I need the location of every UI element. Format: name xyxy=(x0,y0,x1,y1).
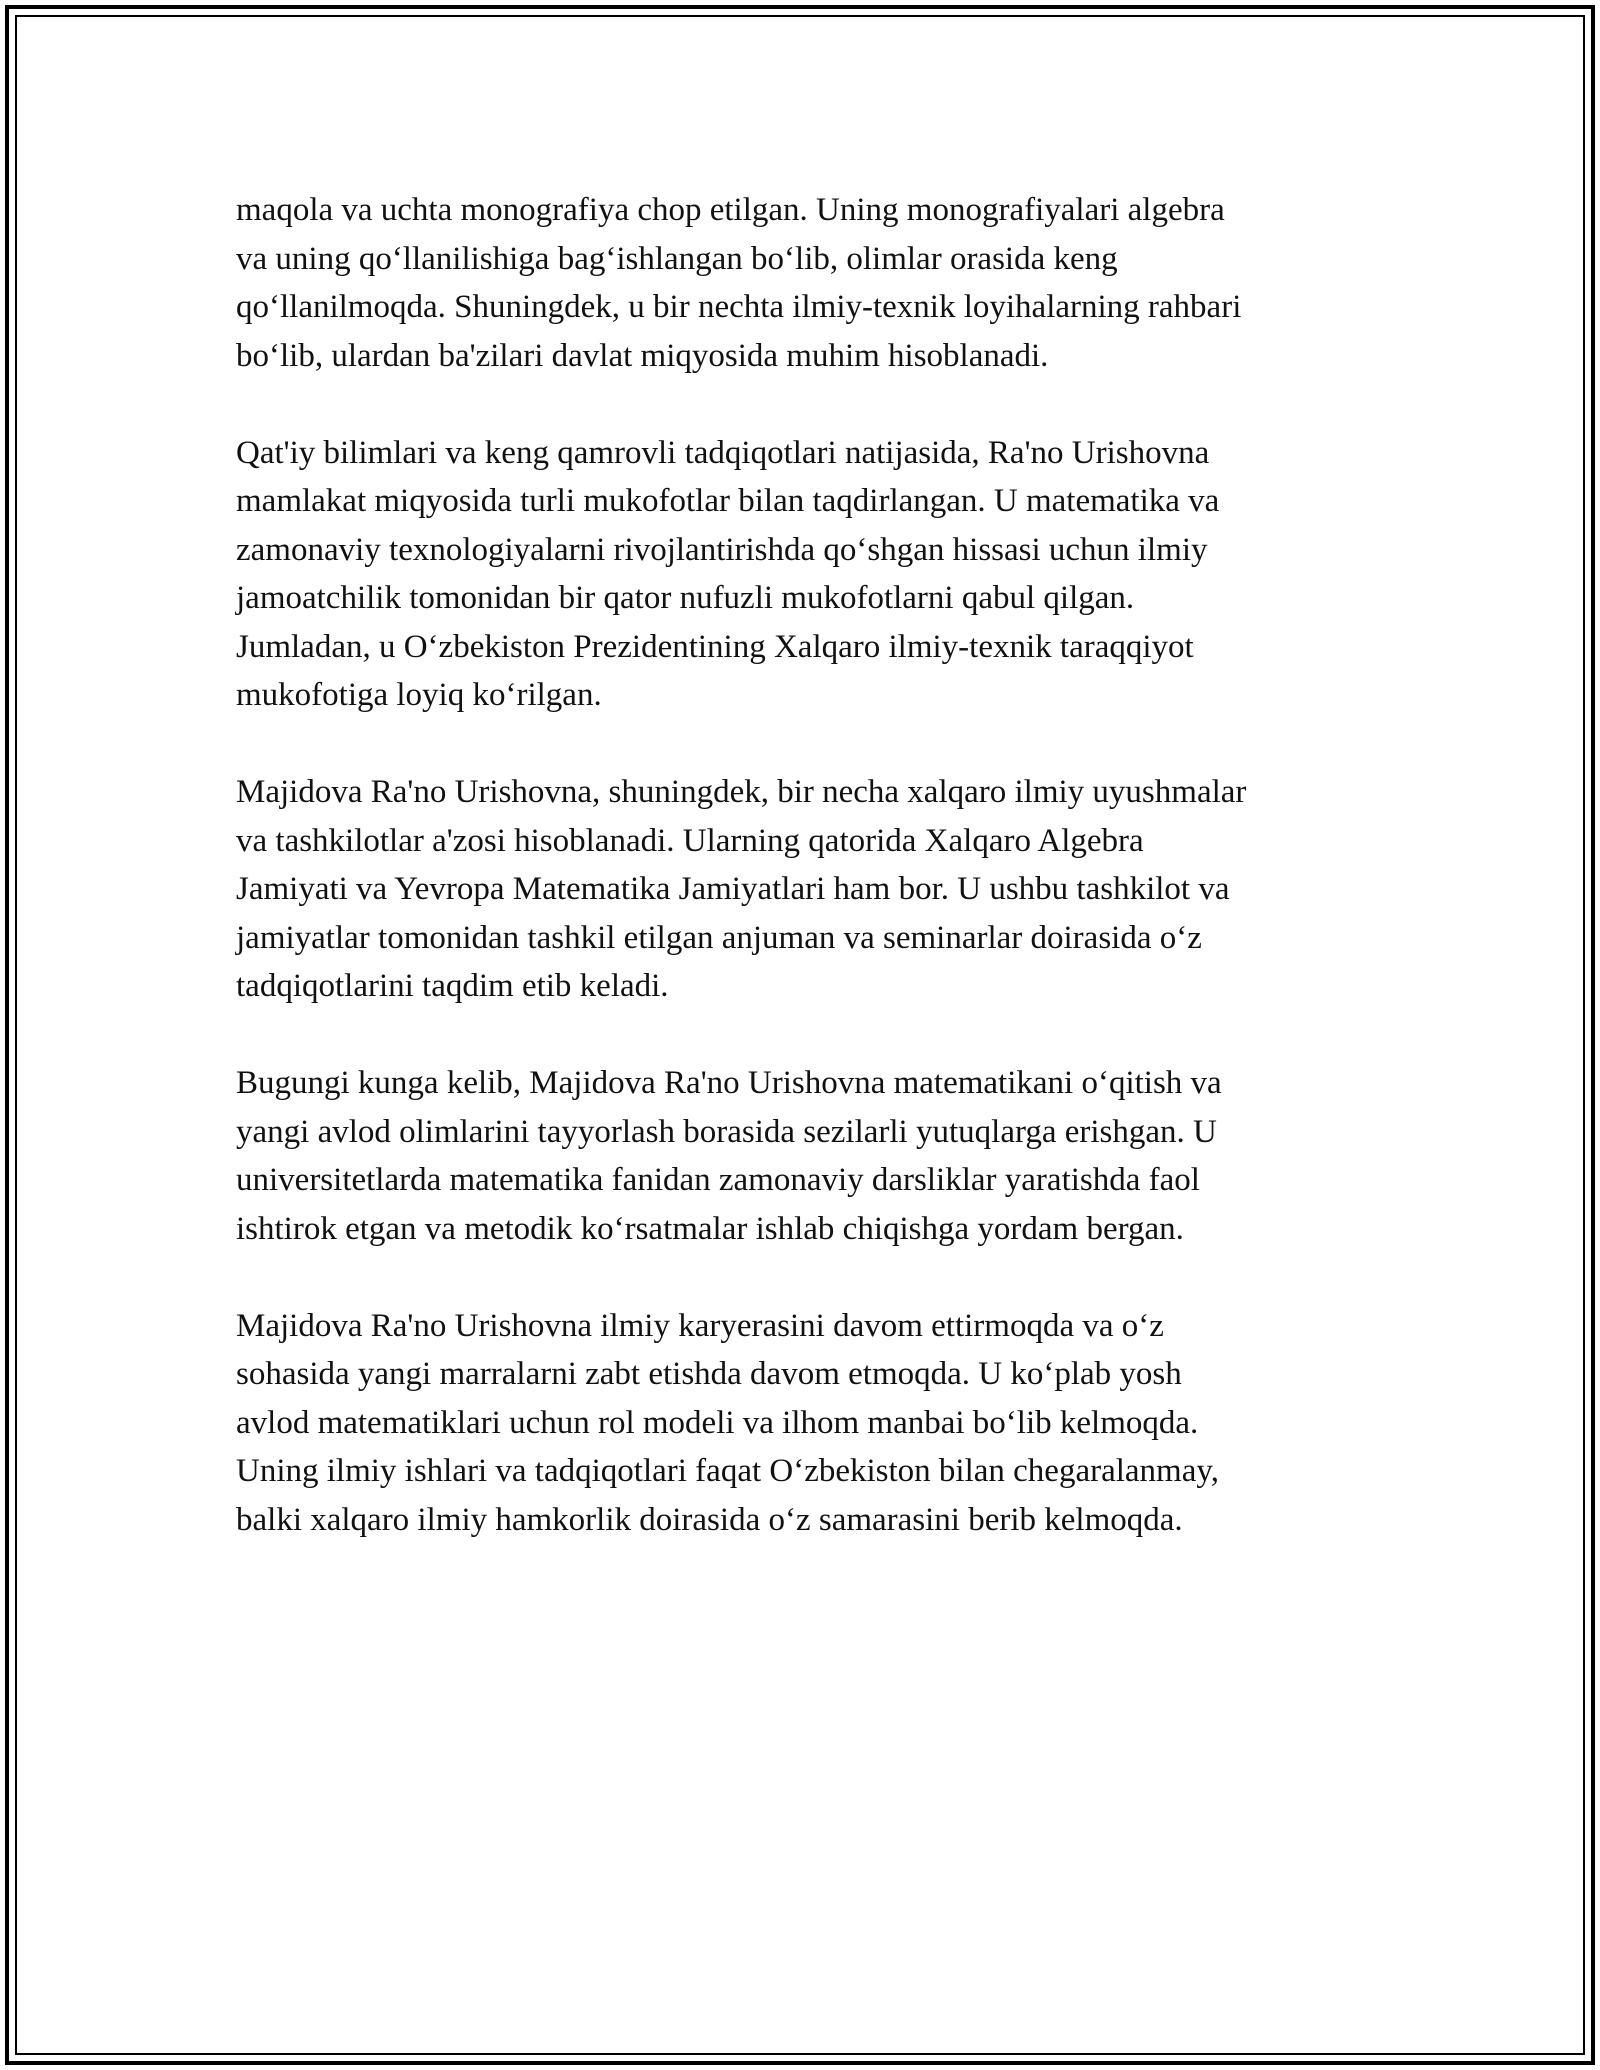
text-line: qo‘llanilmoqda. Shuningdek, u bir nechta ilmiy-texnik loyihalarning rahbari xyxy=(236,289,1242,325)
text-line: Jumladan, u O‘zbekiston Prezidentining Xalqaro ilmiy-texnik taraqqiyot xyxy=(236,628,1194,665)
text-line: tadqiqotlarini taqdim etib keladi. xyxy=(236,968,669,1004)
text-line: Majidova Ra'no Urishovna, shuningdek, bir necha xalqaro ilmiy uyushmalar xyxy=(236,774,1247,810)
text-line: balki xalqaro ilmiy hamkorlik doirasida o‘z samarasini berib kelmoqda. xyxy=(236,1501,1183,1538)
text-line: sohasida yangi marralarni zabt etishda davom etmoqda. U ko‘plab yosh xyxy=(236,1356,1182,1392)
text-line: zamonaviy texnologiyalarni rivojlantirishda qo‘shgan hissasi uchun ilmiy xyxy=(236,531,1208,568)
text-line: avlod matematiklari uchun rol modeli va ilhom manbai bo‘lib kelmoqda. xyxy=(236,1404,1199,1441)
text-line: Jamiyati va Yevropa Matematika Jamiyatlari ham bor. U ushbu tashkilot va xyxy=(236,871,1230,907)
text-line: bo‘lib, ulardan ba'zilari davlat miqyosida muhim hisoblanadi. xyxy=(236,337,1049,374)
text-line: jamoatchilik tomonidan bir qator nufuzli mukofotlarni qabul qilgan. xyxy=(236,580,1135,616)
text-line: mukofotiga loyiq ko‘rilgan. xyxy=(236,677,602,713)
text-line: mamlakat miqyosida turli mukofotlar bilan taqdirlangan. U matematika va xyxy=(236,483,1220,519)
text-line: yangi avlod olimlarini tayyorlash borasida sezilarli yutuqlarga erishgan. U xyxy=(236,1113,1217,1150)
text-line: va uning qo‘llanilishiga bag‘ishlangan bo‘lib, olimlar orasida keng xyxy=(236,240,1118,277)
text-line: Majidova Ra'no Urishovna ilmiy karyerasini davom ettirmoqda va o‘z xyxy=(236,1307,1164,1344)
text-line: Qat'iy bilimlari va keng qamrovli tadqiqotlari natijasida, Ra'no Urishovna xyxy=(236,434,1210,471)
paragraph-3 xyxy=(236,768,1386,1011)
text-line: jamiyatlar tomonidan tashkil etilgan anjuman va seminarlar doirasida o‘z xyxy=(236,919,1202,956)
text-line: Bugungi kunga kelib, Majidova Ra'no Urishovna matematikani o‘qitish va xyxy=(236,1065,1222,1101)
text-line: maqola va uchta monografiya chop etilgan. Uning monografiyalari algebra xyxy=(236,192,1225,228)
paragraph-5 xyxy=(236,1302,1386,1545)
paragraph-1 xyxy=(236,186,1386,380)
text-line: Uning ilmiy ishlari va tadqiqotlari faqat O‘zbekiston bilan chegaralanmay, xyxy=(236,1453,1219,1489)
text-line: universitetlarda matematika fanidan zamonaviy darsliklar yaratishda faol xyxy=(236,1162,1200,1198)
text-line: ishtirok etgan va metodik ko‘rsatmalar ishlab chiqishga yordam bergan. xyxy=(236,1210,1184,1247)
text-line: va tashkilotlar a'zosi hisoblanadi. Ularning qatorida Xalqaro Algebra xyxy=(236,822,1144,859)
document-body xyxy=(236,186,1386,1593)
paragraph-2 xyxy=(236,429,1386,720)
paragraph-4 xyxy=(236,1059,1386,1253)
